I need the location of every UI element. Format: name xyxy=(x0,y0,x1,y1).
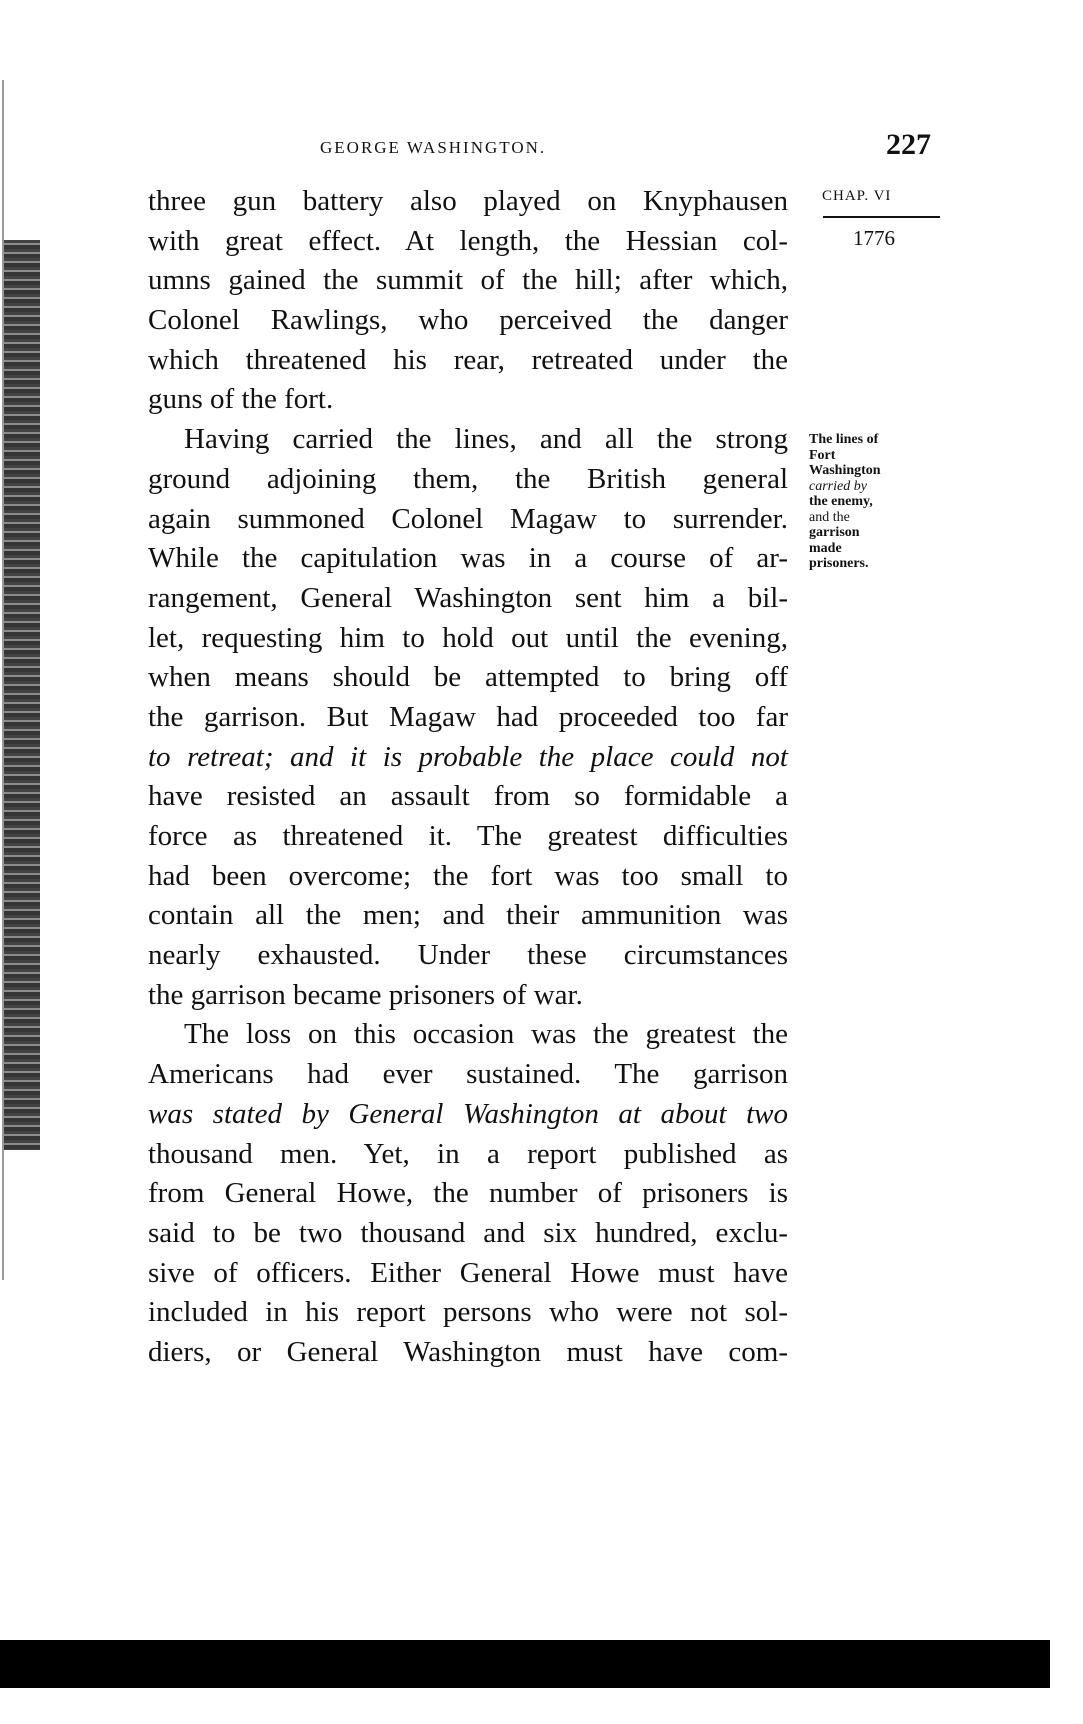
sidenote-line: Fort xyxy=(809,447,836,463)
text-line: The loss on this occasion was the greatest the xyxy=(184,1018,788,1051)
chapter-label: CHAP. VI xyxy=(822,188,892,204)
text-line: nearly exhausted. Under these circumstances xyxy=(148,939,788,972)
sidenote-line: carried by xyxy=(809,478,867,494)
text-line: let, requesting him to hold out until the evening, xyxy=(148,621,788,654)
text-line: from General Howe, the number of prisoners is xyxy=(148,1177,788,1210)
text-line: diers, or General Washington must have com- xyxy=(148,1335,788,1368)
text-line: contain all the men; and their ammunition was xyxy=(148,899,788,932)
text-line: thousand men. Yet, in a report published as xyxy=(148,1137,788,1170)
sidenote-line: Washington xyxy=(809,463,881,478)
text-line: Americans had ever sustained. The garrison xyxy=(148,1058,788,1091)
sidenote-line: prisoners. xyxy=(809,556,869,571)
sidenote-line: garrison xyxy=(809,525,860,540)
text-line: again summoned Colonel Magaw to surrender. xyxy=(148,502,788,535)
sidenote-line: made xyxy=(809,540,842,556)
text-line: included in his report persons who were not sol- xyxy=(148,1296,788,1329)
margin-year: 1776 xyxy=(853,226,895,250)
running-title: GEORGE WASHINGTON. xyxy=(320,138,547,157)
sidenote-line: and the xyxy=(809,509,850,525)
text-line: guns of the fort. xyxy=(148,383,334,416)
text-line: when means should be attempted to bring off xyxy=(148,661,788,694)
text-line: had been overcome; the fort was too small to xyxy=(148,859,788,892)
text-line: with great effect. At length, the Hessian col- xyxy=(148,224,788,257)
text-line: was stated by General Washington at about two xyxy=(148,1097,788,1130)
text-line: force as threatened it. The greatest difficulties xyxy=(148,820,788,852)
text-line: umns gained the summit of the hill; after which, xyxy=(148,264,788,297)
text-line: three gun battery also played on Knyphausen xyxy=(148,185,788,217)
text-line: have resisted an assault from so formidable a xyxy=(148,780,788,813)
body-text xyxy=(148,182,788,1373)
sidenote-line: The lines of xyxy=(809,432,879,447)
text-line: which threatened his rear, retreated under the xyxy=(148,343,788,376)
scan-binding-artifact xyxy=(4,240,40,1150)
scan-bottom-edge xyxy=(0,1640,1050,1688)
text-line: rangement, General Washington sent him a bil- xyxy=(148,581,788,614)
page-number: 227 xyxy=(886,128,931,161)
text-line: Having carried the lines, and all the strong xyxy=(184,423,788,456)
text-line: While the capitulation was in a course of ar- xyxy=(148,542,788,575)
text-line: ground adjoining them, the British general xyxy=(148,462,788,495)
text-line: the garrison became prisoners of war. xyxy=(148,978,583,1011)
sidenote xyxy=(809,432,881,572)
text-line: to retreat; and it is probable the place could not xyxy=(148,740,788,773)
text-line: the garrison. But Magaw had proceeded too far xyxy=(148,700,788,733)
sidenote-line: the enemy, xyxy=(809,494,873,509)
text-line: sive of officers. Either General Howe must have xyxy=(148,1256,788,1289)
text-line: said to be two thousand and six hundred, exclu- xyxy=(148,1216,788,1249)
text-line: Colonel Rawlings, who perceived the danger xyxy=(148,304,788,337)
margin-rule xyxy=(823,216,940,218)
